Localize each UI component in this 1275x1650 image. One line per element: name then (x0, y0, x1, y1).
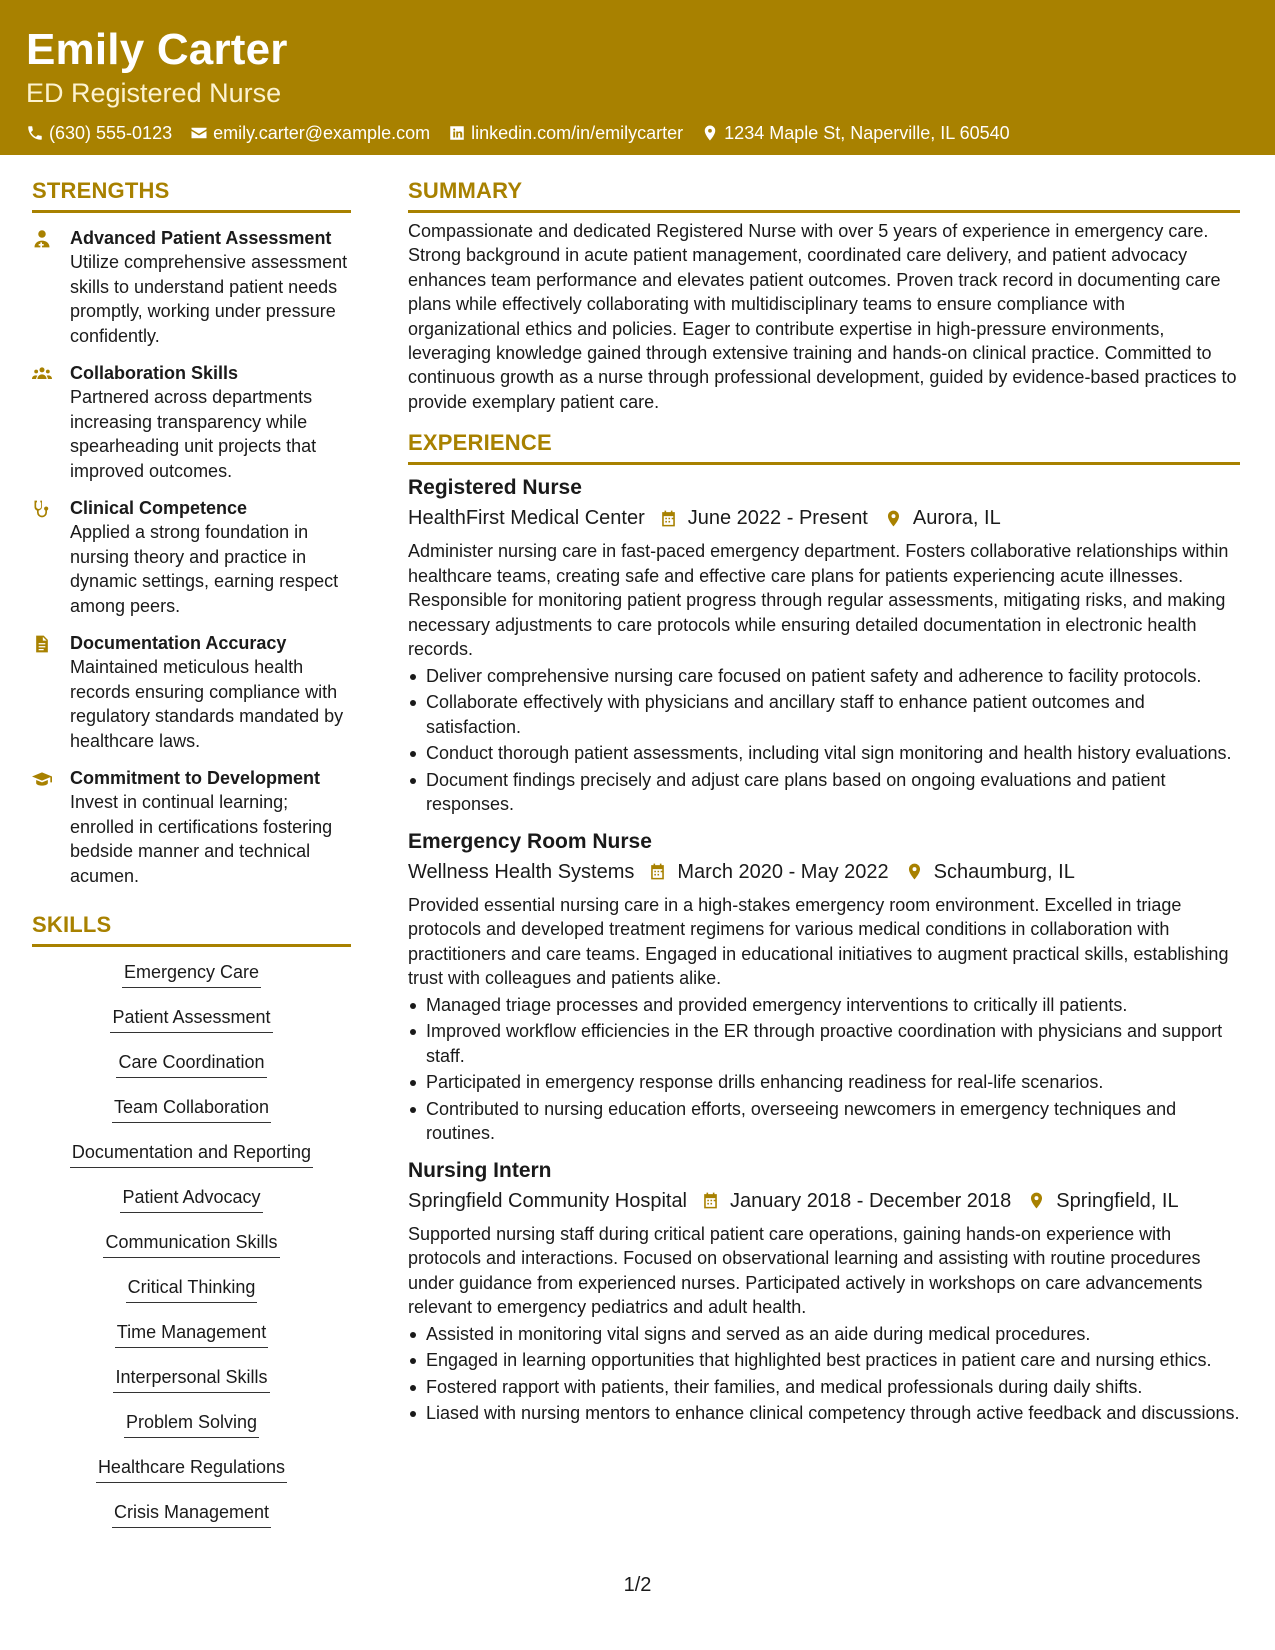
email-link[interactable]: emily.carter@example.com (213, 123, 431, 143)
strength-title: Collaboration Skills (70, 363, 239, 383)
job-bullets (408, 664, 1240, 817)
job-bullet: Document findings precisely and adjust care plans based on ongoing evaluations and patient responses. (408, 768, 1240, 817)
job-bullet: Conduct thorough patient assessments, including vital sign monitoring and health history evaluations. (408, 741, 1240, 766)
skill-item: Crisis Management (112, 1499, 271, 1528)
job-meta (408, 857, 1240, 887)
job-bullet: Liased with nursing mentors to enhance clinical competency through active feedback and discussions. (408, 1401, 1240, 1426)
candidate-title: ED Registered Nurse (26, 78, 282, 108)
skills-list (32, 959, 351, 1544)
experience-heading: EXPERIENCE (408, 428, 1240, 465)
job-dates: March 2020 - May 2022 (677, 860, 889, 883)
job-entry (408, 473, 1240, 817)
job-entry (408, 1156, 1240, 1426)
user-doctor-icon (32, 229, 52, 249)
job-bullet: Improved workflow efficiencies in the ER through proactive coordination with physicians and support staff. (408, 1019, 1240, 1068)
skill-item: Problem Solving (124, 1409, 259, 1438)
right-column (408, 176, 1240, 1428)
people-group-icon (32, 364, 52, 384)
stethoscope-icon (32, 499, 52, 519)
calendar-icon (648, 862, 667, 881)
strength-item (32, 226, 351, 348)
strength-title: Documentation Accuracy (70, 633, 287, 653)
skill-item: Communication Skills (103, 1229, 279, 1258)
job-bullet: Collaborate effectively with physicians and ancillary staff to enhance patient outcomes and satisfaction. (408, 690, 1240, 739)
job-bullet: Managed triage processes and provided emergency interventions to critically ill patients. (408, 993, 1240, 1018)
strength-desc: Utilize comprehensive assessment skills to understand patient needs promptly, working under pressure confidently. (70, 252, 348, 346)
strength-item (32, 361, 351, 483)
skill-item: Documentation and Reporting (70, 1139, 313, 1168)
job-company: Wellness Health Systems (408, 860, 635, 883)
contact-linkedin[interactable] (448, 120, 683, 146)
strength-desc: Partnered across departments increasing transparency while spearheading unit projects that improved outcomes. (70, 387, 317, 481)
map-pin-icon (905, 862, 924, 881)
map-pin-icon (884, 509, 903, 528)
job-dates: June 2022 - Present (687, 507, 868, 530)
candidate-name: Emily Carter (26, 25, 288, 74)
job-entry (408, 827, 1240, 1146)
job-location: Schaumburg, IL (933, 860, 1075, 883)
job-bullet: Contributed to nursing education efforts, overseeing newcomers in emergency techniques and routines. (408, 1097, 1240, 1146)
linkedin-icon (448, 124, 466, 142)
job-dates: January 2018 - December 2018 (730, 1189, 1012, 1212)
linkedin-link[interactable]: linkedin.com/in/emilycarter (471, 123, 684, 143)
contact-address (701, 120, 1010, 146)
job-company: HealthFirst Medical Center (408, 507, 645, 530)
skills-heading: SKILLS (32, 910, 351, 947)
strength-title: Commitment to Development (70, 768, 321, 788)
skill-item: Patient Assessment (110, 1004, 272, 1033)
job-role: Nursing Intern (408, 1158, 552, 1182)
file-icon (32, 634, 52, 654)
page-number: 1/2 (623, 1574, 652, 1596)
strengths-heading: STRENGTHS (32, 176, 351, 213)
graduation-cap-icon (32, 769, 52, 789)
job-description: Supported nursing staff during critical patient care operations, gaining hands-on experience with protocols and interactions. Focused on observational learning and assisting with routine procedures under guidance from experienced nurses. Participated actively in workshops on care advancements relevant to emergency pediatrics and adult health. (408, 1223, 1203, 1318)
skill-item: Team Collaboration (112, 1094, 271, 1123)
calendar-icon (659, 509, 678, 528)
skill-item: Emergency Care (122, 959, 261, 988)
job-bullets (408, 1322, 1240, 1426)
strength-item (32, 766, 351, 888)
job-meta (408, 1186, 1240, 1216)
skill-item: Critical Thinking (126, 1274, 258, 1303)
job-description: Administer nursing care in fast-paced emergency department. Fosters collaborative relationships within healthcare teams, creating safe and effective care plans for patients experiencing acute illnesses. Responsible for monitoring patient progress through regular assessments, mitigating risks, and making necessary adjustments to care protocols while ensuring detailed documentation in electronic health records. (408, 541, 1229, 660)
skill-item: Healthcare Regulations (96, 1454, 287, 1483)
skill-item: Patient Advocacy (120, 1184, 262, 1213)
job-description: Provided essential nursing care in a high-stakes emergency room environment. Excelled in triage protocols and developed treatment regimens for various medical conditions in collaboration with practitioners and care teams. Engaged in educational initiatives to augment practical skills, establishing trust with colleagues and patients alike. (408, 894, 1229, 989)
resume-header (0, 0, 1275, 155)
strength-item (32, 496, 351, 618)
job-bullet: Fostered rapport with patients, their families, and medical professionals during daily shifts. (408, 1375, 1240, 1400)
skill-item: Care Coordination (116, 1049, 266, 1078)
job-role: Registered Nurse (408, 476, 582, 500)
map-pin-icon (1027, 1191, 1046, 1210)
calendar-icon (701, 1191, 720, 1210)
strength-item (32, 631, 351, 753)
summary-heading: SUMMARY (408, 176, 1240, 213)
strength-desc: Invest in continual learning; enrolled in certifications fostering bedside manner and technical acumen. (70, 792, 333, 886)
job-bullet: Engaged in learning opportunities that highlighted best practices in patient care and nursing ethics. (408, 1348, 1240, 1373)
job-bullet: Deliver comprehensive nursing care focused on patient safety and adherence to facility protocols. (408, 664, 1240, 689)
job-meta (408, 503, 1240, 533)
left-column (32, 176, 351, 1544)
phone-icon (26, 124, 44, 142)
strength-title: Clinical Competence (70, 498, 248, 518)
job-location: Aurora, IL (912, 507, 1001, 530)
summary-text: Compassionate and dedicated Registered Nurse with over 5 years of experience in emergency care. Strong background in acute patient management, coordinated care delivery, and patient advocacy enhances team performance and elevates patient outcomes. Proven track record in documenting care plans while effectively collaborating with multidisciplinary teams to ensure compliance with organizational ethics and policies. Eager to contribute expertise in high-pressure environments, leveraging knowledge gained through extensive training and hands-on clinical practice. Committed to continuous growth as a nurse through professional development, guided by evidence-based practices to provide exemplary patient care. (408, 221, 1237, 412)
contact-bar (26, 120, 1249, 146)
envelope-icon (190, 124, 208, 142)
job-bullets (408, 993, 1240, 1146)
job-bullet: Assisted in monitoring vital signs and served as an aide during medical procedures. (408, 1322, 1240, 1347)
contact-phone (26, 120, 172, 146)
skill-item: Interpersonal Skills (113, 1364, 269, 1393)
job-company: Springfield Community Hospital (408, 1189, 688, 1212)
job-role: Emergency Room Nurse (408, 829, 652, 853)
map-pin-icon (701, 124, 719, 142)
contact-email[interactable] (190, 120, 430, 146)
phone-text: (630) 555-0123 (49, 123, 173, 143)
skill-item: Time Management (115, 1319, 268, 1348)
job-bullet: Participated in emergency response drills enhancing readiness for real-life scenarios. (408, 1070, 1240, 1095)
strength-desc: Applied a strong foundation in nursing theory and practice in dynamic settings, earning respect among peers. (70, 522, 339, 616)
strength-desc: Maintained meticulous health records ensuring compliance with regulatory standards mandated by healthcare laws. (70, 657, 344, 751)
job-location: Springfield, IL (1056, 1189, 1179, 1212)
strength-title: Advanced Patient Assessment (70, 228, 332, 248)
address-text: 1234 Maple St, Naperville, IL 60540 (724, 123, 1010, 143)
